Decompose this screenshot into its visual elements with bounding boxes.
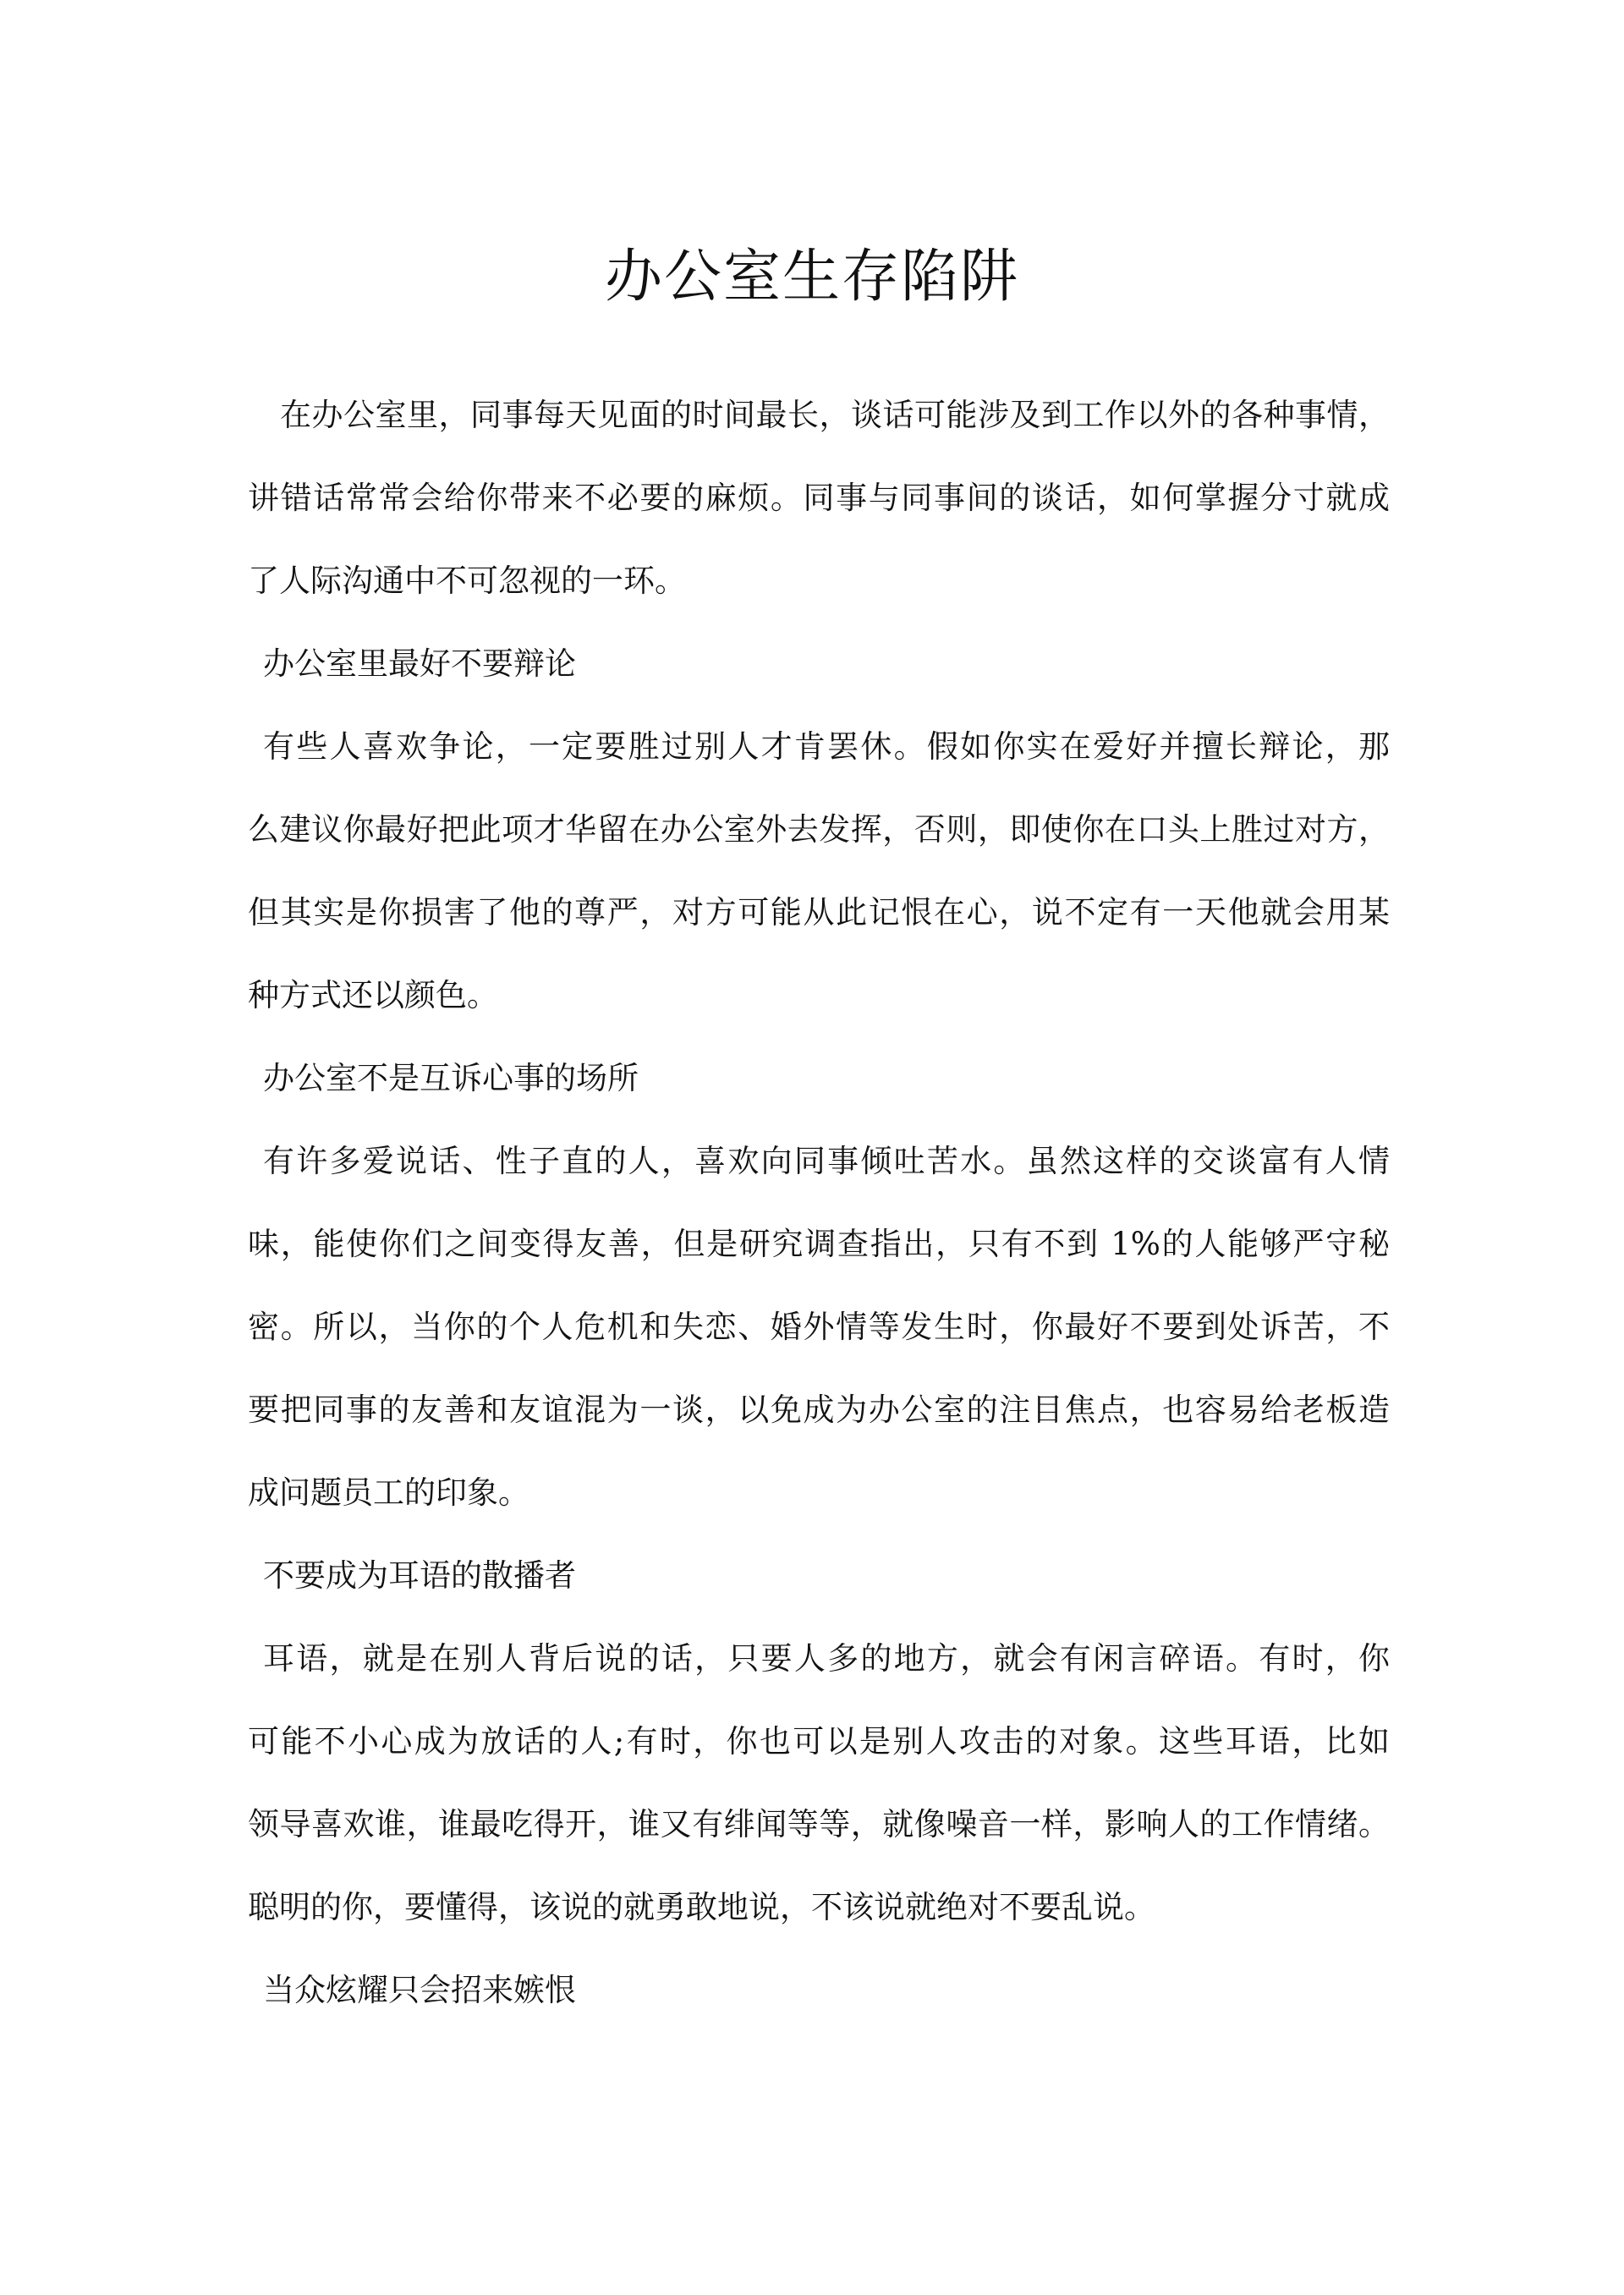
paragraph-line: 讲错话常常会给你带来不必要的麻烦。同事与同事间的谈话，如何掌握分寸就成 [248, 480, 1390, 516]
paragraph [248, 374, 1390, 623]
paragraph-line: 要把同事的友善和友谊混为一谈，以免成为办公室的注目焦点，也容易给老板造 [248, 1392, 1390, 1428]
section-heading: 办公室不是互诉心事的场所 [263, 1060, 639, 1096]
paragraph-line: 但其实是你损害了他的尊严，对方可能从此记恨在心，说不定有一天他就会用某 [248, 894, 1390, 931]
paragraph-line: 有些人喜欢争论，一定要胜过别人才肯罢休。假如你实在爱好并擅长辩论，那 [263, 728, 1390, 765]
paragraph-line: 可能不小心成为放话的人;有时，你也可以是别人攻击的对象。这些耳语，比如 [248, 1723, 1390, 1760]
paragraph-line: 密。所以，当你的个人危机和失恋、婚外情等发生时，你最好不要到处诉苦，不 [248, 1309, 1390, 1345]
paragraph-line: 味，能使你们之间变得友善，但是研究调查指出，只有不到 1%的人能够严守秘 [248, 1226, 1390, 1262]
paragraph-line: 耳语，就是在别人背后说的话，只要人多的地方，就会有闲言碎语。有时，你 [263, 1640, 1390, 1677]
paragraph-line: 聪明的你，要懂得，该说的就勇敢地说，不该说就绝对不要乱说。 [248, 1889, 1155, 1925]
page-title: 办公室生存陷阱 [604, 243, 1019, 310]
paragraph [248, 1617, 1390, 1949]
paragraph-line: 种方式还以颜色。 [248, 977, 498, 1013]
paragraph-line: 么建议你最好把此项才华留在办公室外去发挥，否则，即使你在口头上胜过对方， [248, 811, 1390, 848]
paragraph-line: 成问题员工的印象。 [248, 1474, 529, 1511]
paragraph-line: 了人际沟通中不可忽视的一环。 [248, 563, 686, 599]
section-heading: 办公室里最好不要辩论 [263, 645, 576, 682]
paragraph-line: 在办公室里，同事每天见面的时间最长，谈话可能涉及到工作以外的各种事情， [280, 397, 1390, 433]
section-heading: 不要成为耳语的散播者 [263, 1557, 576, 1594]
paragraph-line: 有许多爱说话、性子直的人，喜欢向同事倾吐苦水。虽然这样的交谈富有人情 [263, 1143, 1390, 1179]
section-heading: 当众炫耀只会招来嫉恨 [263, 1972, 576, 2008]
paragraph [248, 1120, 1390, 1535]
paragraph-line: 领导喜欢谁，谁最吃得开，谁又有绯闻等等，就像噪音一样，影响人的工作情绪。 [248, 1806, 1390, 1842]
document-body [248, 374, 1390, 2032]
paragraph [248, 706, 1390, 1037]
